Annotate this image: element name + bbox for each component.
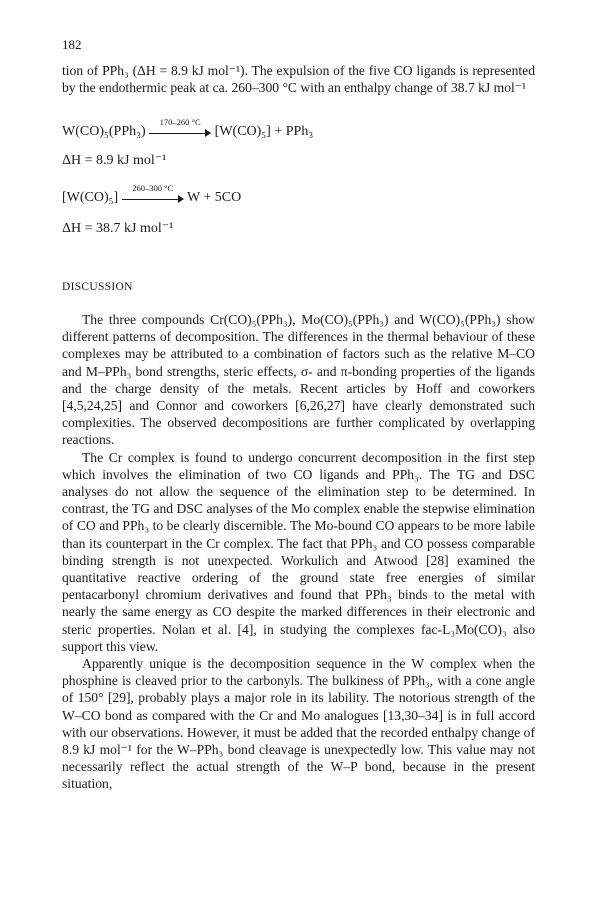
page-number: 182 [62, 37, 82, 52]
enthalpy-2: ΔH = 38.7 kJ mol⁻¹ [62, 221, 174, 236]
section-heading: DISCUSSION [62, 281, 133, 293]
enthalpy-1: ΔH = 8.9 kJ mol⁻¹ [62, 153, 167, 168]
paragraph: Apparently unique is the decomposition sequence in the W complex when the phosphine is cleaved prior to the carbonyls. The bulkiness of PPh₃, with a cone angle of 150° [29], probably plays a major role in its lability. The notorious strength of the W–CO bond as compared with the Cr and Mo analogues [13,30–34] is in full accord with our observations. However, it must be added that the recorded enthalpy change of 8.9 kJ mol⁻¹ for the W–PPh₃ bond cleavage is unexpectedly low. This value may not necessarily reflect the actual strength of the W–P bond, because in the present situation, [62, 656, 535, 792]
equation-1-condition: 170–260 °C [159, 116, 201, 127]
equation-1-left: W(CO)₅(PPh₃) [62, 124, 146, 139]
intro-paragraph [62, 62, 535, 96]
reaction-arrow-icon [122, 182, 184, 205]
intro-text: tion of PPh₃ (ΔH = 8.9 kJ mol⁻¹). The expulsion of the five CO ligands is represented by the endothermic peak at ca. 260–300 °C with an enthalpy change of 38.7 kJ mol⁻¹ [62, 63, 535, 96]
equation-2-condition: 260–300 °C [132, 182, 174, 193]
equation-1 [62, 116, 314, 140]
paragraph: The Cr complex is found to undergo concurrent decomposition in the first step which involves the elimination of two CO ligands and PPh₃. The TG and DSC analyses do not allow the sequence of the elimination step to be determined. In contrast, the TG and DSC analyses of the Mo complex enable the stepwise elimination of CO and PPh₃ to be clearly discernible. The Mo-bound CO appears to be more labile than its counterpart in the Cr complex. The fact that PPh₃ and CO possess comparable binding strength is not unexpected. Workulich and Atwood [28] examined the quantitative reactive ordering of the ground state free energies of similar pentacarbonyl chromium derivatives and found that PPh₃ binds to the metal with nearly the same energy as CO despite the marked differences in their electronic and steric properties. Nolan et al. [4], in studying the complexes fac-L₃Mo(CO)₃ also support this view. [62, 449, 535, 654]
paragraph: The three compounds Cr(CO)₅(PPh₃), Mo(CO)₅(PPh₃) and W(CO)₅(PPh₃) show different patterns of decomposition. The differences in the thermal behaviour of these complexes may be attributed to a combination of factors such as the relative M–CO and M–PPh₃ bond strengths, steric effects, σ- and π-bonding properties of the ligands and the charge density of the metals. Recent articles by Hoff and coworkers [4,5,24,25] and Connor and coworkers [6,26,27] have clearly demonstrated such complexities. The observed decompositions are further complicated by overlapping reactions. [62, 312, 535, 448]
equation-2-right: W + 5CO [186, 190, 242, 205]
reaction-arrow-icon [149, 116, 211, 139]
equation-2-left: [W(CO)₅] [62, 190, 119, 205]
equation-1-right: [W(CO)₅] + PPh₃ [214, 124, 314, 139]
discussion-body [62, 311, 535, 793]
equation-2 [62, 182, 242, 206]
